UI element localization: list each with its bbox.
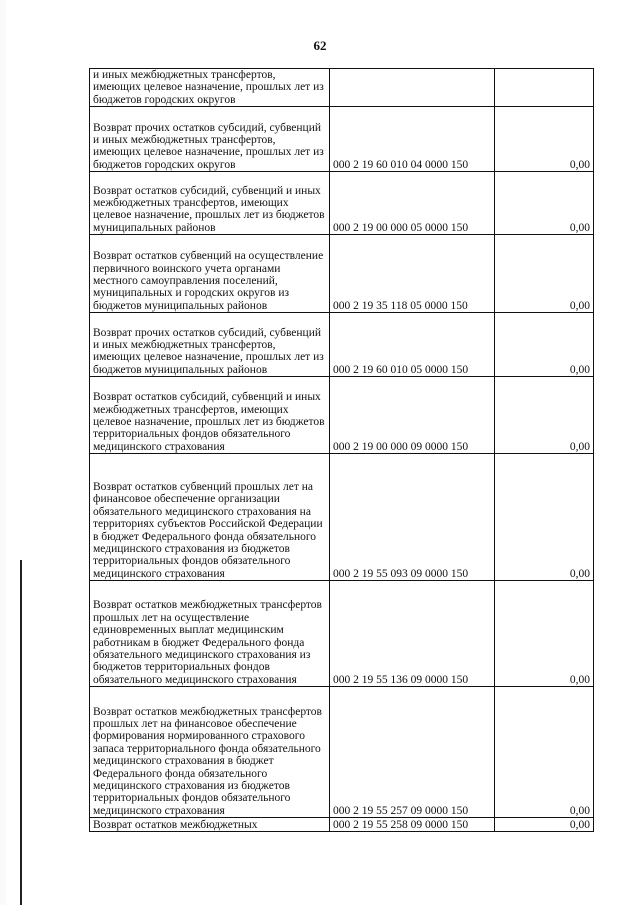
row-code	[330, 69, 495, 107]
table-row	[90, 235, 594, 313]
row-name: Возврат остатков межбюджетных трансфертов прошлых лет на осуществление единовременных выплат медицинским работникам в бюджет Федерального фонда обязательного медицинского страхования из бюджетов территориальных фондов обязательного медицинского страхования	[90, 581, 330, 687]
row-code: 000 2 19 60 010 04 0000 150	[330, 107, 495, 172]
row-name: и иных межбюджетных трансфертов, имеющих целевое назначение, прошлых лет из бюджетов городских округов	[90, 69, 330, 107]
row-value: 0,00	[495, 377, 594, 454]
row-code: 000 2 19 00 000 09 0000 150	[330, 377, 495, 454]
row-value: 0,00	[495, 107, 594, 172]
table-row	[90, 313, 594, 377]
row-code: 000 2 19 55 093 09 0000 150	[330, 454, 495, 581]
row-value	[495, 69, 594, 107]
table-row	[90, 377, 594, 454]
table-row	[90, 172, 594, 235]
row-value: 0,00	[495, 313, 594, 377]
row-name: Возврат остатков межбюджетных	[90, 818, 330, 832]
scan-margin-line	[20, 560, 22, 905]
row-name: Возврат остатков субсидий, субвенций и иных межбюджетных трансфертов, имеющих целевое назначение, прошлых лет из бюджетов муниципальных районов	[90, 172, 330, 235]
row-name: Возврат остатков субвенций на осуществление первичного воинского учета органами местного самоуправления поселений, муниципальных и городских округов из бюджетов муниципальных районов	[90, 235, 330, 313]
table-row	[90, 454, 594, 581]
row-value: 0,00	[495, 687, 594, 818]
row-value: 0,00	[495, 581, 594, 687]
scan-edge	[0, 0, 6, 905]
table-row	[90, 687, 594, 818]
row-code: 000 2 19 60 010 05 0000 150	[330, 313, 495, 377]
row-value: 0,00	[495, 235, 594, 313]
page-number: 62	[313, 38, 327, 53]
row-value: 0,00	[495, 818, 594, 832]
row-value: 0,00	[495, 454, 594, 581]
row-code: 000 2 19 00 000 05 0000 150	[330, 172, 495, 235]
table-row	[90, 107, 594, 172]
row-code: 000 2 19 55 258 09 0000 150	[330, 818, 495, 832]
row-value: 0,00	[495, 172, 594, 235]
row-name: Возврат остатков субсидий, субвенций и иных межбюджетных трансфертов, имеющих целевое назначение, прошлых лет из бюджетов территориальных фондов обязательного медицинского страхования	[90, 377, 330, 454]
row-name: Возврат прочих остатков субсидий, субвенций и иных межбюджетных трансфертов, имеющих целевое назначение, прошлых лет из бюджетов муниципальных районов	[90, 313, 330, 377]
table-row	[90, 69, 594, 107]
table-row	[90, 818, 594, 832]
budget-table	[89, 68, 594, 832]
row-code: 000 2 19 55 136 09 0000 150	[330, 581, 495, 687]
row-name: Возврат остатков межбюджетных трансфертов прошлых лет на финансовое обеспечение формирования нормированного страхового запаса территориального фонда обязательного медицинского страхования в бюджет Федерального фонда обязательного медицинского страхования из бюджетов территориальных фондов обязательного медицинского страхования	[90, 687, 330, 818]
row-code: 000 2 19 35 118 05 0000 150	[330, 235, 495, 313]
table-row	[90, 581, 594, 687]
row-name: Возврат остатков субвенций прошлых лет на финансовое обеспечение организации обязательного медицинского страхования на территориях субъектов Российской Федерации в бюджет Федерального фонда обязательного медицинского страхования из бюджетов территориальных фондов обязательного медицинского страхования	[90, 454, 330, 581]
row-code: 000 2 19 55 257 09 0000 150	[330, 687, 495, 818]
row-name: Возврат прочих остатков субсидий, субвенций и иных межбюджетных трансфертов, имеющих целевое назначение, прошлых лет из бюджетов городских округов	[90, 107, 330, 172]
